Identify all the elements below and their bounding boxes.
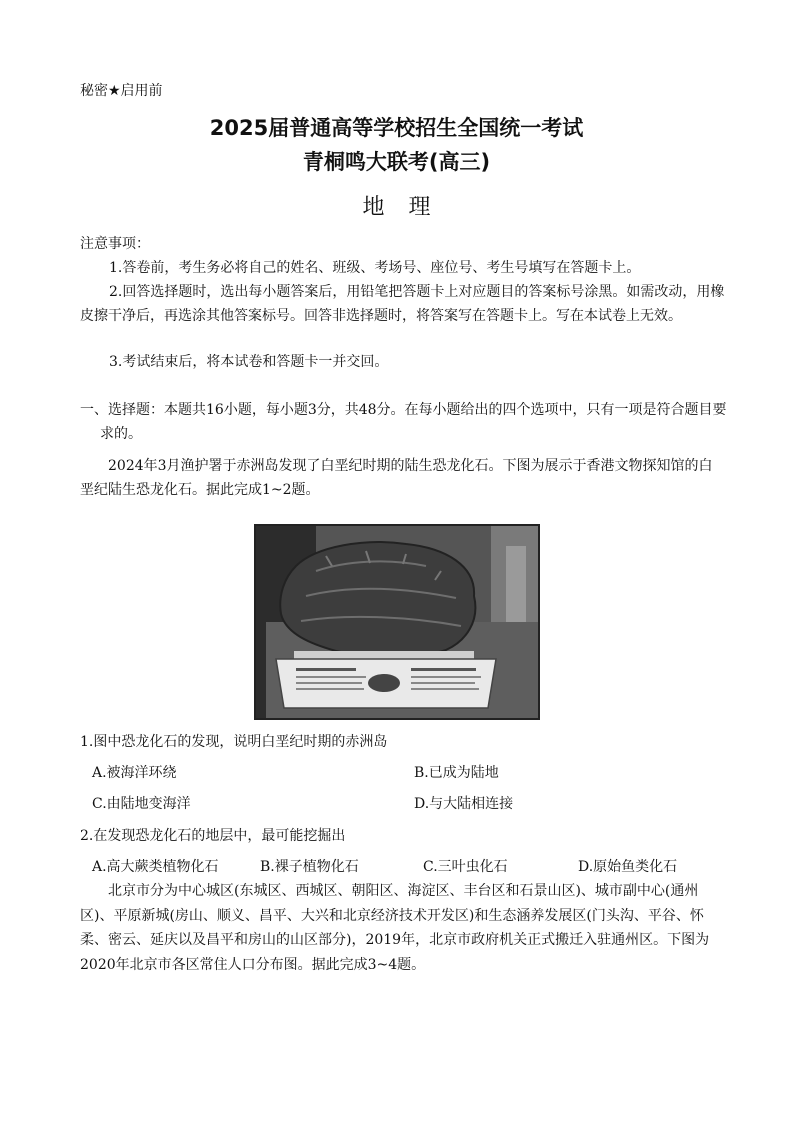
- fossil-photo: [254, 524, 540, 720]
- subject-title: 地理: [362, 195, 455, 220]
- answer-option: A.被海洋环绕: [92, 765, 177, 781]
- question-stem: 1.图中恐龙化石的发现，说明白垩纪时期的赤洲岛: [80, 734, 388, 750]
- answer-option: D.原始鱼类化石: [578, 859, 678, 875]
- answer-option: D.与大陆相连接: [414, 796, 514, 812]
- exam-subtitle: 青桐鸣大联考(高三): [302, 150, 491, 174]
- passage-intro: 北京市分为中心城区(东城区、西城区、朝阳区、海淀区、丰台区和石景山区)、城市副中心(通州区)、平原新城(房山、顺义、昌平、大兴和北京经济技术开发区)和生态涵养发展区(门头沟、平谷、怀柔、密云、延庆以及昌平和房山的山区部分)，2019年，北京市政府机关正式搬迁入驻通州区。下图为2020年北京市各区常住人口分布图。据此完成3~4题。: [80, 883, 710, 973]
- passage-intro: 2024年3月渔护署于赤洲岛发现了白垩纪时期的陆生恐龙化石。下图为展示于香港文物探知馆的白垩纪陆生恐龙化石。据此完成1~2题。: [80, 458, 713, 498]
- answer-option: C.三叶虫化石: [423, 859, 508, 875]
- exam-title: 2025届普通高等学校招生全国统一考试: [209, 116, 584, 140]
- answer-option: A.高大蕨类植物化石: [92, 859, 219, 875]
- confidential-label: 秘密★启用前: [80, 83, 163, 99]
- fossil-image: [256, 526, 538, 718]
- question-stem: 2.在发现恐龙化石的地层中，最可能挖掘出: [80, 828, 346, 844]
- answer-option: B.已成为陆地: [414, 765, 499, 781]
- section-heading: 一、选择题：本题共16小题，每小题3分，共48分。在每小题给出的四个选项中，只有一项是符合题目要求的。: [80, 402, 727, 442]
- answer-option: B.裸子植物化石: [260, 859, 359, 875]
- note-item: 3.考试结束后，将本试卷和答题卡一并交回。: [109, 354, 389, 370]
- notes-heading: 注意事项：: [80, 236, 150, 252]
- note-item: 1.答卷前，考生务必将自己的姓名、班级、考场号、座位号、考生号填写在答题卡上。: [109, 260, 641, 276]
- note-item: 2.回答选择题时，选出每小题答案后，用铅笔把答题卡上对应题目的答案标号涂黑。如需改动，用橡皮擦干净后，再选涂其他答案标号。回答非选择题时，将答案写在答题卡上。写在本试卷上无效。: [80, 284, 725, 324]
- answer-option: C.由陆地变海洋: [92, 796, 191, 812]
